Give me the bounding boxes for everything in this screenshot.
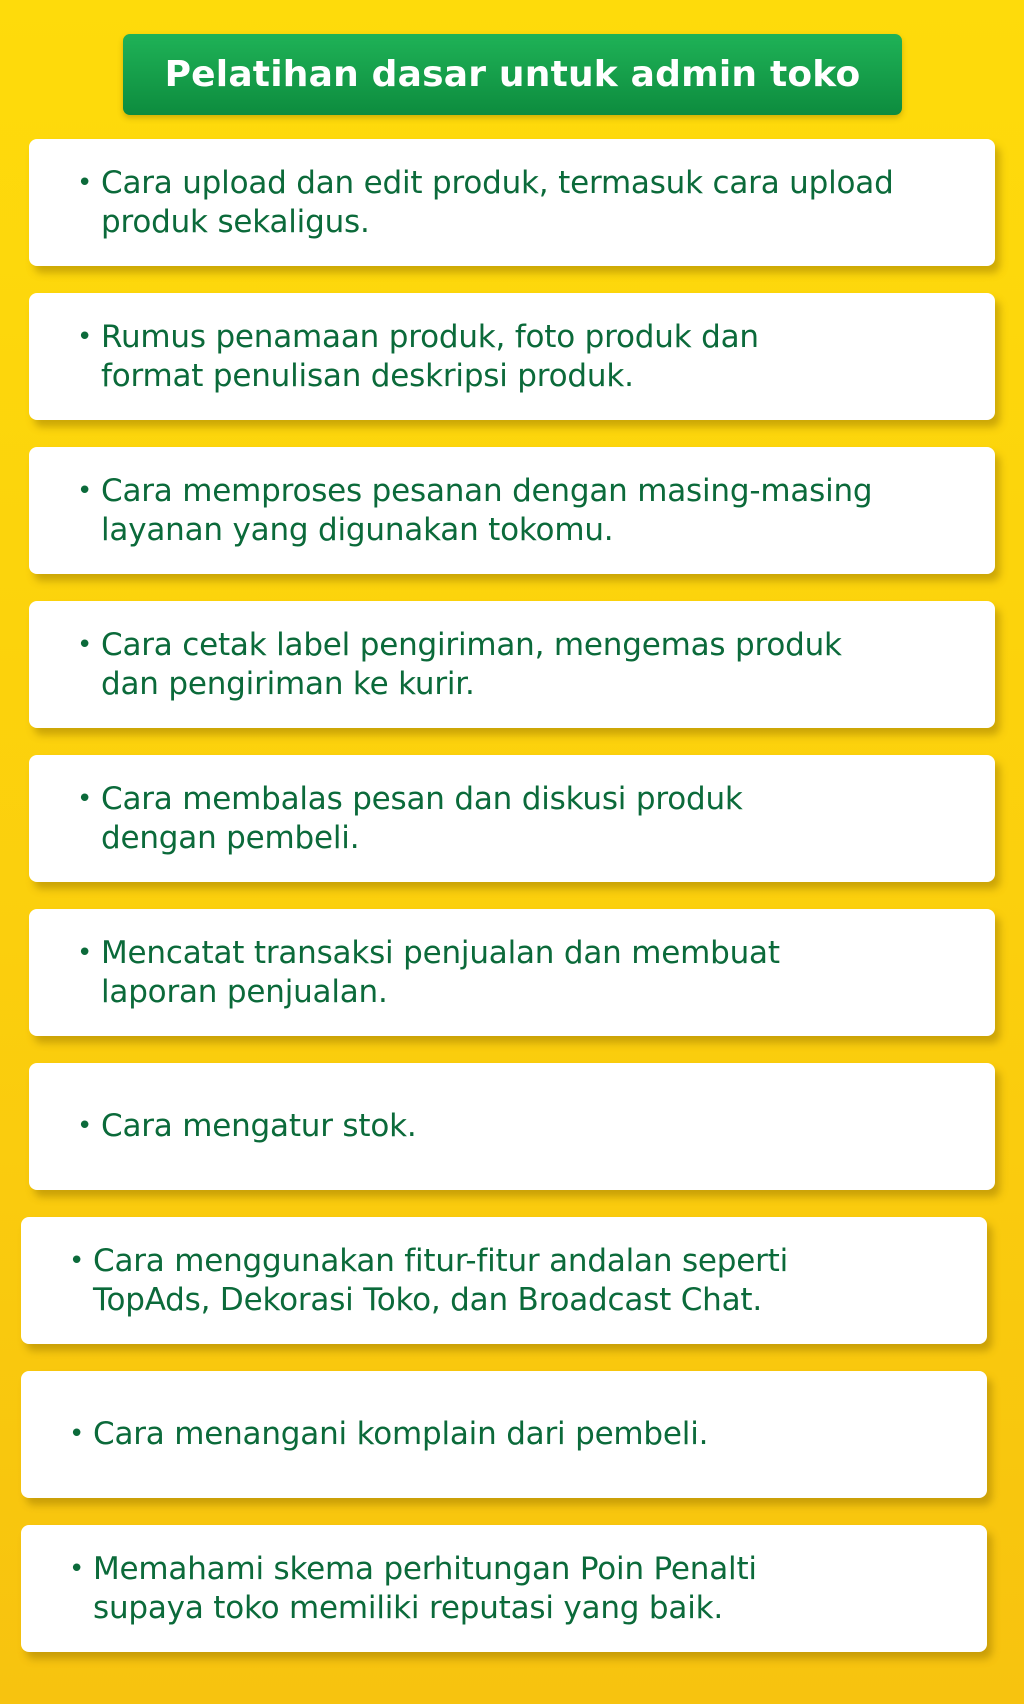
bullet-icon: • [69,1419,85,1449]
bullet-icon: • [77,783,93,814]
bullet-icon: • [77,475,93,506]
title-banner [123,34,902,115]
bullet-icon: • [77,629,93,660]
list-item [29,909,995,1036]
list-item-text: Memahami skema perhitungan Poin Penalti supaya toko memiliki reputasi yang baik. [93,1550,757,1626]
page-title: Pelatihan dasar untuk admin toko [164,54,861,95]
list-item [29,755,995,882]
list-item-text: Cara memproses pesanan dengan masing-masing layanan yang digunakan tokomu. [101,472,873,548]
list-item-text: Cara membalas pesan dan diskusi produk dengan pembeli. [101,780,743,856]
list-item-text: Cara menggunakan fitur-fitur andalan seperti TopAds, Dekorasi Toko, dan Broadcast Chat. [93,1242,789,1318]
list-item [29,447,995,574]
bullet-icon: • [69,1245,85,1276]
list-item-text: Cara cetak label pengiriman, mengemas produk dan pengiriman ke kurir. [101,626,842,702]
list-item-text: Cara upload dan edit produk, termasuk cara upload produk sekaligus. [101,164,894,240]
list-item-text: Cara menangani komplain dari pembeli. [93,1416,709,1452]
list-item [29,293,995,420]
list-item [29,1063,995,1190]
bullet-icon: • [69,1553,85,1584]
list-item [21,1525,987,1652]
list-item-text: Rumus penamaan produk, foto produk dan format penulisan deskripsi produk. [101,318,759,394]
list-item-text: Mencatat transaksi penjualan dan membuat laporan penjualan. [101,934,780,1010]
bullet-icon: • [77,1111,93,1141]
list-item [21,1217,987,1344]
bullet-icon: • [77,937,93,968]
bullet-icon: • [77,167,93,198]
bullet-icon: • [77,321,93,352]
list-item [29,139,995,266]
list-item [21,1371,987,1498]
list-item-text: Cara mengatur stok. [101,1108,417,1144]
list-item [29,601,995,728]
